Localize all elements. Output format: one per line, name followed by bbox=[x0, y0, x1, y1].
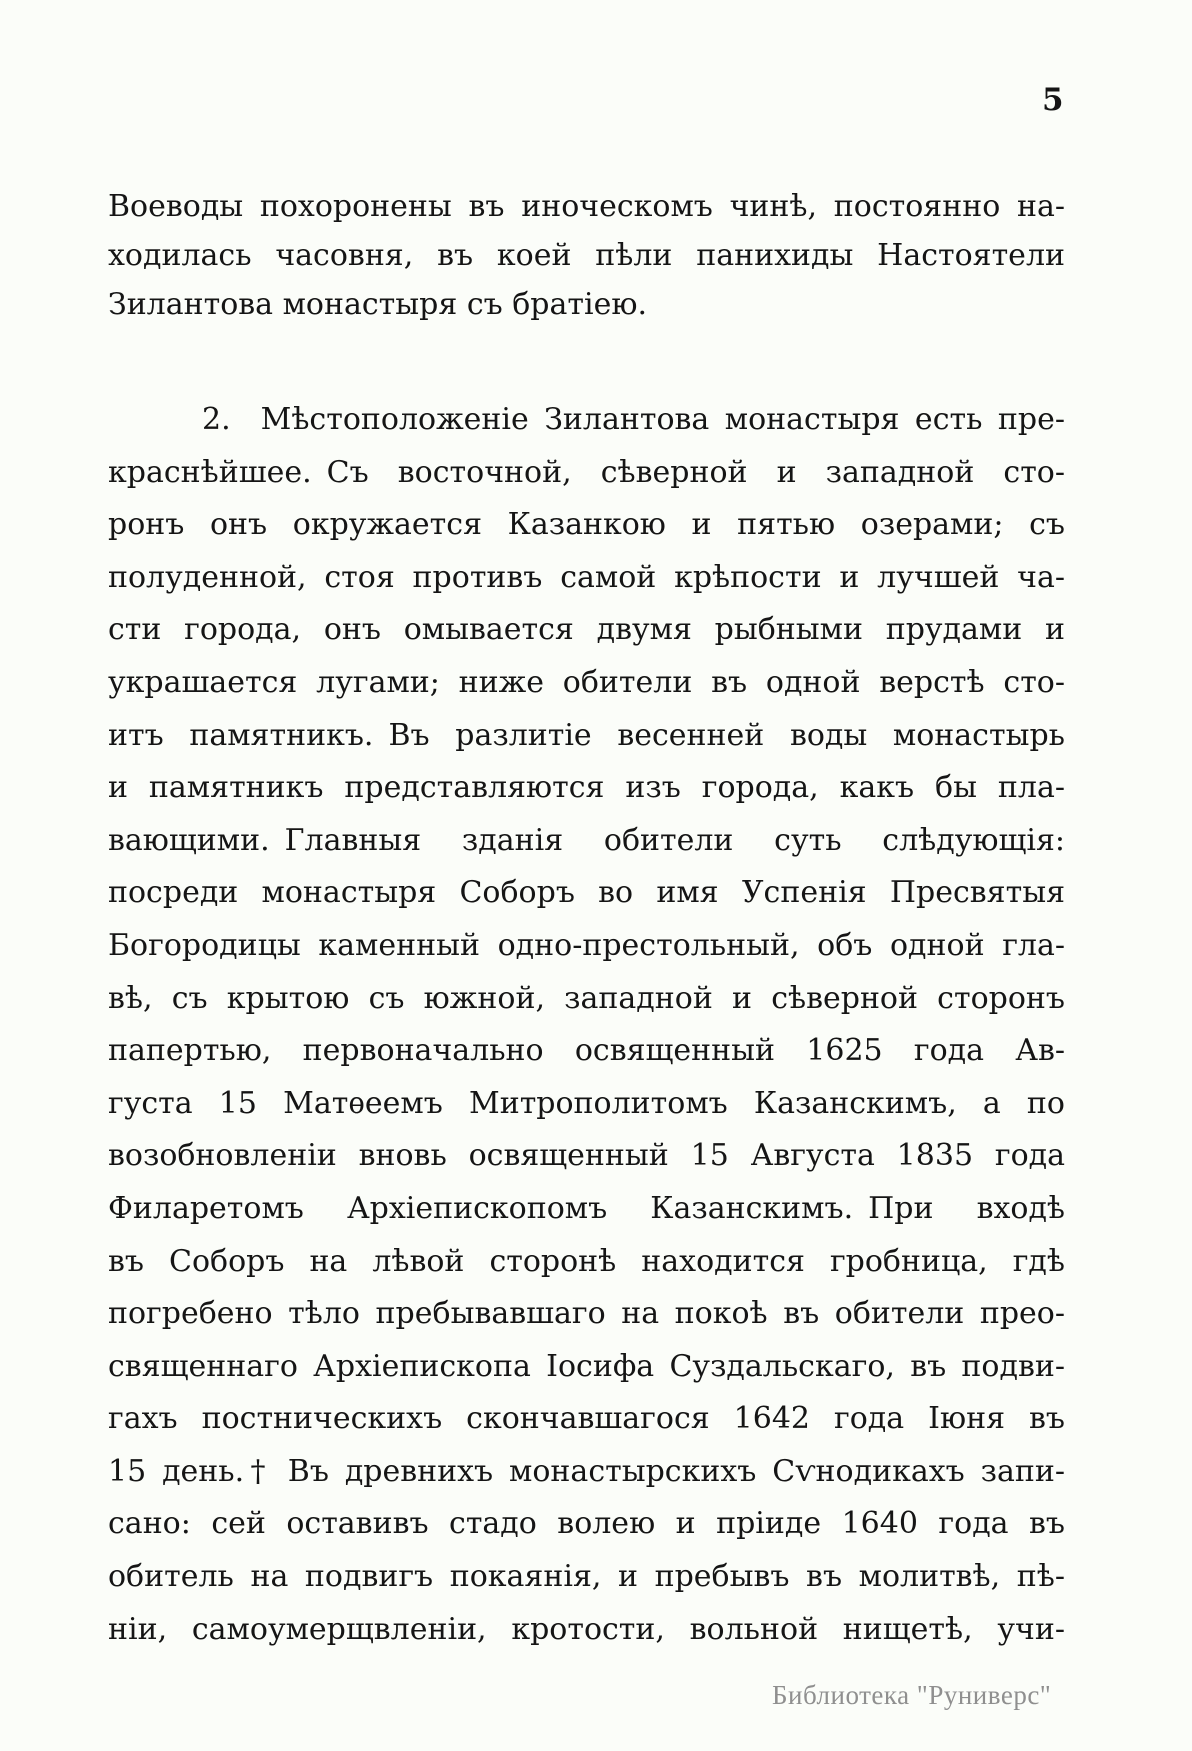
paragraph-mestopolozhenie bbox=[108, 394, 1065, 1656]
text-line: погребено тѣло пребывавшаго на покоѣ въ обители прео- bbox=[108, 1296, 1065, 1332]
paragraph-voevody bbox=[108, 182, 1065, 329]
text-line: 15 день.† Въ древнихъ монастырскихъ Сѵнодикахъ запи- bbox=[108, 1453, 1065, 1489]
text-line: Воеводы похоронены въ иноческомъ чинѣ, постоянно на- bbox=[108, 189, 1065, 224]
text-line: священнаго Архіепископа Іосифа Суздальскаго, въ подви- bbox=[108, 1348, 1065, 1384]
library-watermark: Библиотека "Руниверс" bbox=[772, 1680, 1052, 1710]
text-line: сано: сей оставивъ стадо волею и пріиде 1640 года въ bbox=[108, 1506, 1065, 1542]
text-line: Филаретомъ Архіепископомъ Казанскимъ. При входѣ bbox=[108, 1190, 1065, 1226]
text-line: папертью, первоначально освященный 1625 года Ав- bbox=[108, 1033, 1065, 1069]
text-line: украшается лугами; ниже обители въ одной верстѣ сто- bbox=[108, 664, 1065, 700]
text-line: краснѣйшее. Съ восточной, сѣверной и западной сто- bbox=[108, 454, 1065, 490]
text-line: ніи, самоумерщвленіи, кротости, вольной нищетѣ, учи- bbox=[108, 1611, 1065, 1647]
text-line: ронъ онъ окружается Казанкою и пятью озерами; съ bbox=[108, 507, 1065, 543]
text-line: посреди монастыря Соборъ во имя Успенія Пресвятыя bbox=[108, 875, 1065, 911]
text-line: полуденной, стоя противъ самой крѣпости и лучшей ча- bbox=[108, 559, 1065, 595]
text-line: вѣ, съ крытою съ южной, западной и сѣверной сторонъ bbox=[108, 980, 1065, 1016]
text-line: обитель на подвигъ покаянія, и пребывъ въ молитвѣ, пѣ- bbox=[108, 1559, 1065, 1595]
text-line: сти города, онъ омывается двумя рыбными прудами и bbox=[108, 612, 1065, 648]
text-line: густа 15 Матѳеемъ Митрополитомъ Казанскимъ, а по bbox=[108, 1085, 1065, 1121]
text-line: 2. Мѣстоположеніе Зилантова монастыря есть пре- bbox=[202, 402, 1065, 437]
text-line: итъ памятникъ. Въ разлитіе весенней воды монастырь bbox=[108, 717, 1065, 753]
text-line: возобновленіи вновь освященный 15 Августа 1835 года bbox=[108, 1138, 1065, 1174]
text-line: вающими. Главныя зданія обители суть слѣдующія: bbox=[108, 822, 1065, 858]
text-line: Зилантова монастыря съ братіею. bbox=[108, 287, 647, 322]
text-line: гахъ постническихъ скончавшагося 1642 года Іюня въ bbox=[108, 1401, 1065, 1437]
text-line: въ Соборъ на лѣвой сторонѣ находится гробница, гдѣ bbox=[108, 1243, 1065, 1279]
page-number: 5 bbox=[1042, 82, 1065, 118]
text-line: Богородицы каменный одно-престольный, объ одной гла- bbox=[108, 927, 1065, 963]
text-line: и памятникъ представляются изъ города, какъ бы пла- bbox=[108, 770, 1065, 806]
text-line: ходилась часовня, въ коей пѣли панихиды Настоятели bbox=[108, 238, 1065, 273]
